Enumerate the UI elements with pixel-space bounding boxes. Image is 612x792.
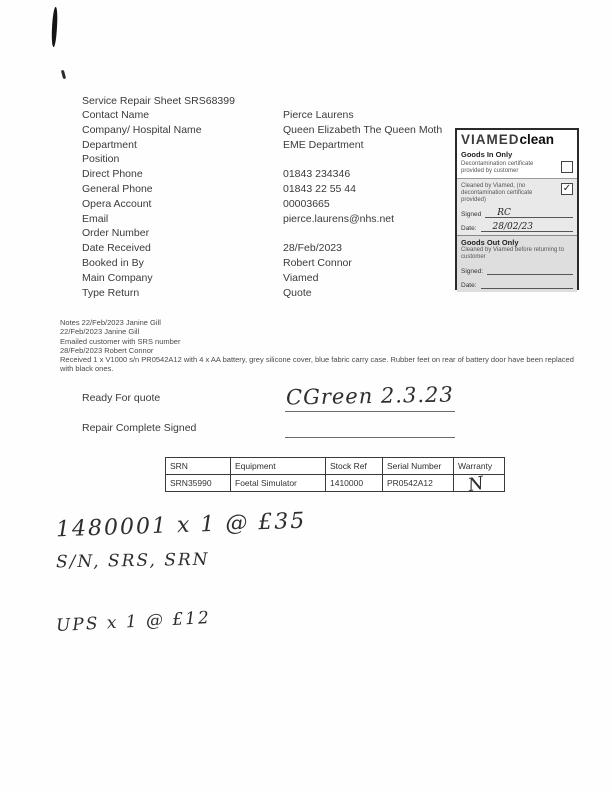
field-value: pierce.laurens@nhs.net <box>283 212 395 225</box>
out-date-line <box>481 279 573 289</box>
notes-block <box>60 318 588 374</box>
note-line: 22/Feb/2023 Janine Gill <box>60 327 140 337</box>
goods-out-section <box>457 235 577 292</box>
field-value: Quote <box>283 286 312 299</box>
field-label: Direct Phone <box>82 168 143 181</box>
scan-artifact-dot <box>61 70 66 79</box>
field-value: 00003665 <box>283 197 330 210</box>
field-label: Opera Account <box>82 197 152 210</box>
field-value: 01843 234346 <box>283 168 351 181</box>
cleaned-by-viamed-section <box>457 178 577 235</box>
ready-for-quote-signature: CGreen 2.3.23 <box>285 382 454 410</box>
goods-out-text: Cleaned by Viamed before returning to customer <box>461 247 564 260</box>
field-value: 28/Feb/2023 <box>283 242 342 255</box>
header-stock-ref: Stock Ref <box>326 458 383 475</box>
field-row <box>82 109 582 124</box>
checkmark-icon: ✓ <box>562 183 572 194</box>
field-label: Position <box>82 153 120 166</box>
ready-signature-line <box>285 411 455 412</box>
date-line <box>481 222 573 232</box>
cell-serial-number: PR0542A12 <box>383 475 454 492</box>
repair-complete-label: Repair Complete Signed <box>82 422 197 434</box>
cell-warranty <box>454 472 505 497</box>
field-value: EME Department <box>283 138 364 151</box>
goods-in-section <box>457 148 577 178</box>
header-warranty: Warranty <box>454 458 505 475</box>
date-handwriting: 28/02/23 <box>492 222 533 232</box>
note-line: Notes 22/Feb/2023 Janine Gill <box>60 318 161 327</box>
field-label: Department <box>82 138 137 151</box>
out-signed-label: Signed: <box>461 268 484 275</box>
cell-srn: SRN35990 <box>166 475 231 492</box>
field-label: General Phone <box>82 182 153 195</box>
field-value: Pierce Laurens <box>283 109 354 121</box>
field-label: Company/ Hospital Name <box>82 123 202 136</box>
field-value: Queen Elizabeth The Queen Moth <box>283 123 443 136</box>
viamed-clean-stamp-box <box>455 128 579 290</box>
logo-viamed-text: VIAMED <box>461 132 520 147</box>
field-label: Booked in By <box>82 256 144 269</box>
cleaned-checkbox-checked <box>561 183 573 195</box>
table-header-row <box>166 458 505 475</box>
decontamination-text: Decontamination certificate provided by customer <box>461 161 534 174</box>
field-label: Order Number <box>82 227 150 240</box>
field-label: Main Company <box>82 271 153 284</box>
warranty-handwriting: N <box>466 472 486 497</box>
goods-out-title: Goods Out Only <box>461 238 519 247</box>
field-value: Viamed <box>283 271 319 284</box>
out-date-label: Date: <box>461 282 477 289</box>
parts-table <box>165 457 505 497</box>
goods-in-title: Goods In Only <box>461 150 513 159</box>
cell-equipment: Foetal Simulator <box>231 475 326 492</box>
signed-handwriting: RC <box>497 208 511 218</box>
out-signed-line <box>487 265 573 275</box>
decontamination-checkbox <box>561 161 573 173</box>
field-label: Email <box>82 212 109 225</box>
header-serial-number: Serial Number <box>383 458 454 475</box>
note-line: 28/Feb/2023 Robert Connor <box>60 345 154 355</box>
header-equipment: Equipment <box>231 458 326 475</box>
field-label: Contact Name <box>82 109 150 121</box>
note-line: Received 1 x V1000 s/n PR0542A12 with 4 x AA battery, grey silicone cover, blue fabric carry case. Rubber feet on rear of battery door have been replaced with black ones. <box>60 355 574 374</box>
scan-artifact-mark <box>51 7 59 47</box>
note-line: Emailed customer with SRS number <box>60 336 181 346</box>
field-label: Date Received <box>82 242 151 255</box>
handwritten-price-line-1: 1480001 x 1 @ £35 <box>55 508 307 543</box>
field-label: Type Return <box>82 286 140 299</box>
page-title: Service Repair Sheet SRS68399 <box>82 95 235 107</box>
signed-label: Signed <box>461 211 482 218</box>
cleaned-by-viamed-text: Cleaned by Viamed, (no decontamination certificate provided) <box>461 183 533 203</box>
cell-stock-ref: 1410000 <box>326 475 383 492</box>
field-value: Robert Connor <box>283 256 352 269</box>
date-label: Date: <box>461 225 477 232</box>
header-srn: SRN <box>166 458 231 475</box>
logo-clean-text: clean <box>519 132 555 147</box>
repair-signature-line <box>285 437 455 438</box>
ready-for-quote-label: Ready For quote <box>82 392 161 404</box>
table-row <box>166 475 505 492</box>
signed-line <box>485 208 573 218</box>
handwritten-reference-line: S/N, SRS, SRN <box>55 549 210 573</box>
handwritten-price-line-2: UPS x 1 @ £12 <box>55 607 212 637</box>
field-value: 01843 22 55 44 <box>283 182 356 195</box>
viamedclean-logo <box>457 130 577 148</box>
